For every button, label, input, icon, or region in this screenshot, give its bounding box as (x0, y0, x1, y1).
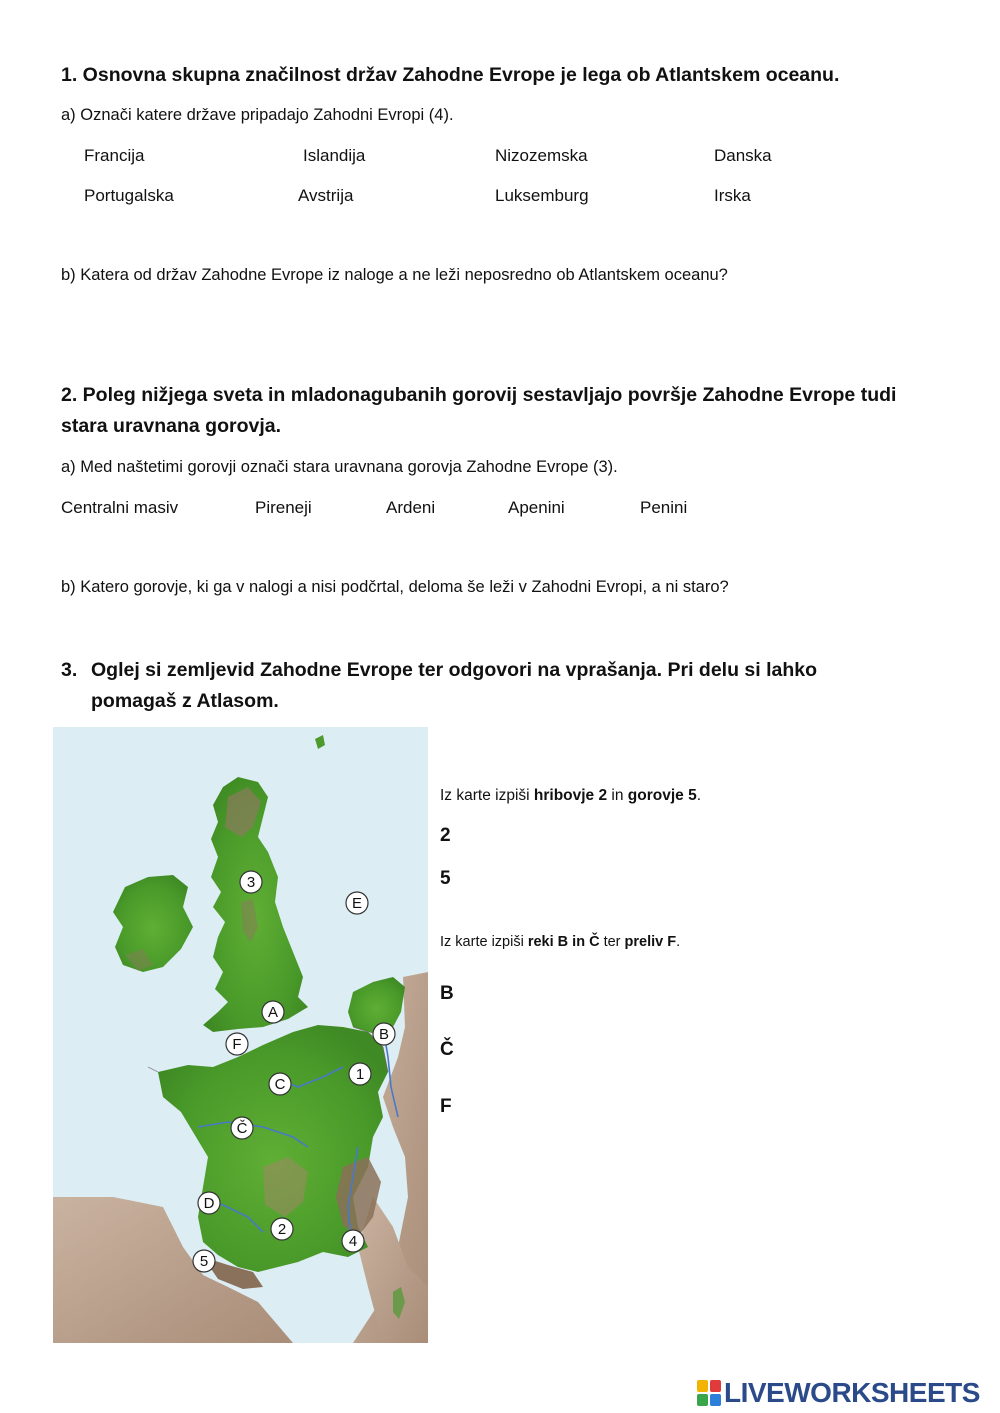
marker-label: 4 (348, 1233, 358, 1250)
q2-title-line1: 2. Poleg nižjega sveta in mladonagubanih gorovij sestavljajo površje Zahodne Evrope tudi (61, 384, 897, 406)
q3-number: 3. (61, 659, 78, 681)
q2-a-instruction: a) Med naštetimi gorovji označi stara uravnana gorovja Zahodne Evrope (3). (61, 458, 618, 476)
logo-icon (697, 1380, 721, 1406)
q1-b-answer-area[interactable] (61, 296, 941, 356)
map-svg (53, 727, 428, 1343)
marker-B (373, 1023, 395, 1045)
option-apenini[interactable]: Apenini (508, 498, 565, 517)
marker-label: F (232, 1036, 242, 1053)
option-nizozemska[interactable]: Nizozemska (495, 146, 588, 165)
western-europe-map (53, 727, 428, 1343)
answer-field-C-caron[interactable] (470, 1036, 930, 1064)
q2-b-question: b) Katero gorovje, ki ga v nalogi a nisi podčrtal, deloma še leži v Zahodni Evropi, a ni staro? (61, 578, 729, 596)
marker-A (262, 1001, 284, 1023)
marker-1 (349, 1063, 371, 1085)
answer-field-B[interactable] (470, 980, 930, 1008)
option-penini[interactable]: Penini (640, 498, 688, 517)
marker-3 (240, 871, 262, 893)
option-irska[interactable]: Irska (714, 186, 751, 205)
option-avstrija[interactable]: Avstrija (298, 186, 354, 205)
q3-instruction-2: Iz karte izpiši reki B in Č ter preliv F. (440, 934, 681, 950)
marker-D (198, 1192, 220, 1214)
answer-label-B: B (440, 983, 454, 1004)
q1-b-question: b) Katera od držav Zahodne Evrope iz naloge a ne leži neposredno ob Atlantskem oceanu? (61, 266, 728, 284)
option-francija[interactable]: Francija (84, 146, 145, 165)
marker-E (346, 892, 368, 914)
marker-label: C (274, 1076, 286, 1093)
answer-field-2[interactable] (470, 822, 930, 850)
marker-label: 2 (277, 1221, 287, 1238)
answer-label-C-caron: Č (440, 1039, 454, 1060)
shetland-mark (315, 735, 325, 749)
marker-4 (342, 1230, 364, 1252)
q3-title-line1: Oglej si zemljevid Zahodne Evrope ter odgovori na vprašanja. Pri delu si lahko (91, 659, 818, 681)
option-centralni-masiv[interactable]: Centralni masiv (61, 498, 179, 517)
marker-C (269, 1073, 291, 1095)
q3-instruction-1: Iz karte izpiši hribovje 2 in gorovje 5. (440, 787, 702, 804)
ireland (113, 875, 193, 972)
answer-field-F[interactable] (470, 1093, 930, 1121)
marker-label: 5 (199, 1253, 209, 1270)
marker-label: 1 (355, 1066, 365, 1083)
q1-a-instruction: a) Označi katere države pripadajo Zahodni Evropi (4). (61, 106, 454, 124)
marker-label: B (378, 1026, 390, 1043)
marker-label: D (203, 1195, 215, 1212)
q1-title: 1. Osnovna skupna značilnost držav Zahodne Evrope je lega ob Atlantskem oceanu. (61, 64, 840, 86)
answer-label-2: 2 (440, 825, 451, 846)
marker-label: 3 (246, 874, 256, 891)
option-pireneji[interactable]: Pireneji (255, 498, 312, 517)
answer-label-5: 5 (440, 868, 451, 889)
marker-2 (271, 1218, 293, 1240)
brand-name: LIVEWORKSHEETS (724, 1377, 980, 1408)
marker-F (226, 1033, 248, 1055)
option-danska[interactable]: Danska (714, 146, 772, 165)
marker-label: Č (236, 1120, 248, 1137)
option-islandija[interactable]: Islandija (303, 146, 366, 165)
answer-label-F: F (440, 1096, 452, 1117)
marker-label: E (351, 895, 363, 912)
marker-label: A (267, 1004, 279, 1021)
marker-5 (193, 1250, 215, 1272)
marker-C-caron (231, 1117, 253, 1139)
q3-title-line2: pomagaš z Atlasom. (91, 690, 279, 712)
option-portugalska[interactable]: Portugalska (84, 186, 174, 205)
q2-title-line2: stara uravnana gorovja. (61, 415, 282, 437)
answer-field-5[interactable] (470, 865, 930, 893)
q2-b-answer-area[interactable] (61, 606, 941, 646)
option-luksemburg[interactable]: Luksemburg (495, 186, 589, 205)
option-ardeni[interactable]: Ardeni (386, 498, 436, 517)
